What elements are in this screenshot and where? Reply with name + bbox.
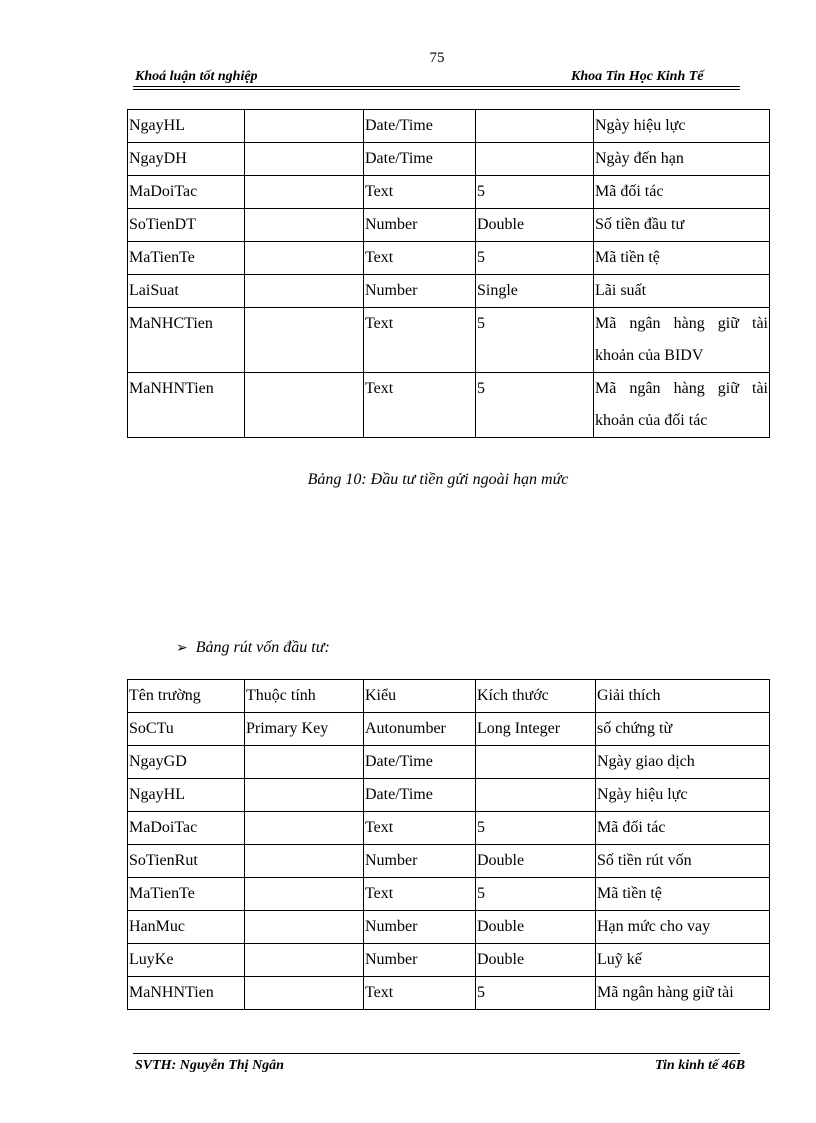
table-cell: NgayHL: [128, 110, 245, 143]
table-cell: [245, 275, 364, 308]
table-cell: Double: [476, 911, 596, 944]
table-cell: Long Integer: [476, 713, 596, 746]
table-row: [128, 209, 770, 242]
table-header-cell: Kiểu: [364, 680, 476, 713]
table-cell: Primary Key: [245, 713, 364, 746]
table-cell: Number: [364, 845, 476, 878]
table-cell: [245, 911, 364, 944]
table-cell: Luỹ kế: [596, 944, 770, 977]
table-cell: Hạn mức cho vay: [596, 911, 770, 944]
table-row: [128, 143, 770, 176]
table-cell: Single: [476, 275, 594, 308]
table-cell: số chứng từ: [596, 713, 770, 746]
table-cell: Mã ngân hàng giữ tài: [596, 977, 770, 1010]
table-cell: Mã tiền tệ: [596, 878, 770, 911]
table-header-cell: Giải thích: [596, 680, 770, 713]
table-cell: 5: [476, 176, 594, 209]
table-cell: Double: [476, 944, 596, 977]
table-cell: Mã đối tác: [596, 812, 770, 845]
footer-rule: [133, 1053, 740, 1054]
table-cell: LuyKe: [128, 944, 245, 977]
table-cell: [245, 878, 364, 911]
table-cell: [245, 845, 364, 878]
table-cell: NgayGD: [128, 746, 245, 779]
table-cell: [245, 209, 364, 242]
header-rule: [133, 89, 740, 90]
table-cell: Số tiền đầu tư: [594, 209, 770, 242]
table-cell: MaTienTe: [128, 878, 245, 911]
table-cell: Ngày giao dịch: [596, 746, 770, 779]
table-cell: [245, 779, 364, 812]
table-caption: Bảng 10: Đầu tư tiền gửi ngoài hạn mức: [307, 471, 569, 488]
page-number: 75: [429, 50, 445, 66]
table-cell: 5: [476, 878, 596, 911]
table-cell: Number: [364, 911, 476, 944]
arrow-bullet-icon: ➢: [176, 640, 188, 656]
table-cell: SoCTu: [128, 713, 245, 746]
table-cell: 5: [476, 373, 594, 438]
table-row: [128, 746, 770, 779]
header-right: Khoa Tin Học Kinh Tế: [571, 69, 704, 84]
table-cell: MaNHCTien: [128, 308, 245, 373]
table-cell: Ngày hiệu lực: [596, 779, 770, 812]
footer-right: Tin kinh tế 46B: [655, 1058, 746, 1073]
table-cell: Mã tiền tệ: [594, 242, 770, 275]
table-cell: Date/Time: [364, 779, 476, 812]
table-cell: Number: [364, 209, 476, 242]
table-cell: [245, 242, 364, 275]
table-row: [128, 176, 770, 209]
table-cell: MaDoiTac: [128, 176, 245, 209]
table-cell: Số tiền rút vốn: [596, 845, 770, 878]
section-bullet: [176, 639, 330, 657]
table-row: [128, 713, 770, 746]
table-cell: MaTienTe: [128, 242, 245, 275]
table-cell: Number: [364, 275, 476, 308]
table-cell: 5: [476, 242, 594, 275]
table-cell: [476, 779, 596, 812]
table-cell: [245, 812, 364, 845]
table-cell: [245, 977, 364, 1010]
table-cell: [245, 308, 364, 373]
table-cell: Date/Time: [364, 110, 476, 143]
table-cell: 5: [476, 308, 594, 373]
field-table-deposits: [127, 109, 770, 438]
table-header-cell: Thuộc tính: [245, 680, 364, 713]
table-cell: Text: [364, 176, 476, 209]
table-cell: MaNHNTien: [128, 373, 245, 438]
table-cell: Mã ngân hàng giữ tài khoản của BIDV: [594, 308, 770, 373]
table-cell: Text: [364, 878, 476, 911]
table-cell: NgayHL: [128, 779, 245, 812]
table-cell: Text: [364, 373, 476, 438]
table-row: [128, 373, 770, 438]
table-row: [128, 944, 770, 977]
header-left: Khoá luận tốt nghiệp: [135, 69, 258, 84]
footer-left: SVTH: Nguyễn Thị Ngân: [135, 1058, 284, 1073]
table-row: [128, 845, 770, 878]
table-cell: SoTienRut: [128, 845, 245, 878]
table-cell: MaDoiTac: [128, 812, 245, 845]
section-bullet-label: Bảng rút vốn đầu tư:: [195, 639, 330, 656]
table-cell: Text: [364, 308, 476, 373]
table-cell: Date/Time: [364, 143, 476, 176]
table-cell: Text: [364, 977, 476, 1010]
table-row: [128, 812, 770, 845]
table-cell: Mã đối tác: [594, 176, 770, 209]
table-row: [128, 110, 770, 143]
table-cell: [245, 110, 364, 143]
table-cell: Date/Time: [364, 746, 476, 779]
table-row: [128, 977, 770, 1010]
table-row: [128, 878, 770, 911]
table-row: [128, 242, 770, 275]
table-cell: [476, 143, 594, 176]
table-cell: Double: [476, 845, 596, 878]
table-cell: Autonumber: [364, 713, 476, 746]
table-header-row: [128, 680, 770, 713]
table-cell: [476, 746, 596, 779]
table-cell: [245, 373, 364, 438]
table-cell: Lãi suất: [594, 275, 770, 308]
table-cell: Double: [476, 209, 594, 242]
table-cell: 5: [476, 977, 596, 1010]
table-cell: [245, 746, 364, 779]
table-cell: Mã ngân hàng giữ tài khoản của đối tác: [594, 373, 770, 438]
table-cell: Ngày hiệu lực: [594, 110, 770, 143]
table-row: [128, 911, 770, 944]
table-cell: [245, 143, 364, 176]
table-cell: NgayDH: [128, 143, 245, 176]
table-cell: Ngày đến hạn: [594, 143, 770, 176]
table-cell: SoTienDT: [128, 209, 245, 242]
table-row: [128, 275, 770, 308]
table-cell: HanMuc: [128, 911, 245, 944]
table-cell: 5: [476, 812, 596, 845]
table-cell: [245, 176, 364, 209]
table-row: [128, 779, 770, 812]
header-rule: [133, 86, 740, 87]
table-cell: Text: [364, 242, 476, 275]
table-row: [128, 308, 770, 373]
table-cell: Text: [364, 812, 476, 845]
table-cell: LaiSuat: [128, 275, 245, 308]
table-header-cell: Tên trường: [128, 680, 245, 713]
table-cell: Number: [364, 944, 476, 977]
table-cell: [476, 110, 594, 143]
table-cell: MaNHNTien: [128, 977, 245, 1010]
table-header-cell: Kích thước: [476, 680, 596, 713]
table-cell: [245, 944, 364, 977]
field-table-withdrawals: [127, 679, 770, 1010]
